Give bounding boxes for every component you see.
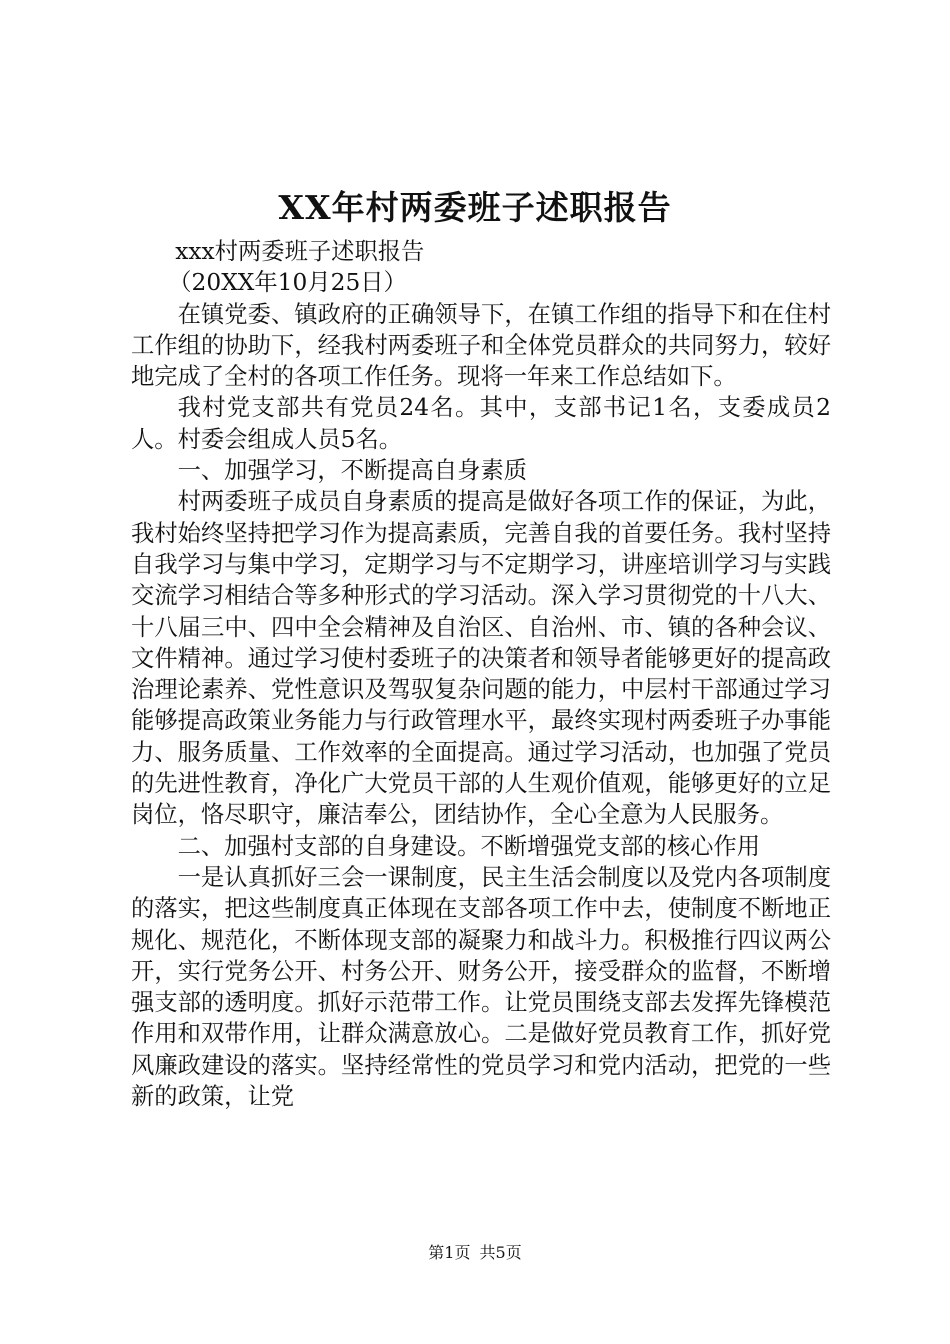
report-date: （20XX年10月25日） — [168, 269, 407, 297]
page-footer: 第1页 共5页 — [428, 1243, 522, 1262]
section-heading-2: 二、加强村支部的自身建设。不断增强党支部的核心作用 — [177, 832, 761, 860]
membership-paragraph: 我村党支部共有党员24名。其中，支部书记1名，支委成员2人。村委会组成人员5名。 — [131, 394, 831, 453]
document-body — [131, 236, 831, 1112]
intro-paragraph: 在镇党委、镇政府的正确领导下，在镇工作组的指导下和在住村工作组的协助下，经我村两委班子和全体党员群众的共同努力，较好地完成了全村的各项工作任务。现将一年来工作总结如下。 — [131, 300, 831, 391]
section-1-paragraph: 村两委班子成员自身素质的提高是做好各项工作的保证，为此，我村始终坚持把学习作为提高素质，完善自我的首要任务。我村坚持自我学习与集中学习，定期学习与不定期学习，讲座培训学习与实践交流学习相结合等多种形式的学习活动。深入学习贯彻党的十八大、十八届三中、四中全会精神及自治区、自治州、市、镇的各种会议、文件精神。通过学习使村委班子的决策者和领导者能够更好的提高政治理论素养、党性意识及驾驭复杂问题的能力，中层村干部通过学习能够提高政策业务能力与行政管理水平，最终实现村两委班子办事能力、服务质量、工作效率的全面提高。通过学习活动，也加强了党员的先进性教育，净化广大党员干部的人生观价值观，能够更好的立足岗位，恪尽职守，廉洁奉公，团结协作，全心全意为人民服务。 — [131, 488, 831, 829]
section-2-paragraph: 一是认真抓好三会一课制度，民主生活会制度以及党内各项制度的落实，把这些制度真正体现在支部各项工作中去，使制度不断地正规化、规范化，不断体现支部的凝聚力和战斗力。积极推行四议两公开，实行党务公开、村务公开、财务公开，接受群众的监督，不断增强支部的透明度。抓好示范带工作。让党员围绕支部去发挥先锋模范作用和双带作用，让群众满意放心。二是做好党员教育工作，抓好党风廉政建设的落实。坚持经常性的党员学习和党内活动，把党的一些新的政策，让党 — [131, 863, 831, 1111]
document-title: XX年村两委班子述职报告 — [278, 188, 672, 227]
report-heading-line: xxx村两委班子述职报告 — [175, 238, 425, 265]
section-heading-1: 一、加强学习，不断提高自身素质 — [177, 457, 528, 485]
